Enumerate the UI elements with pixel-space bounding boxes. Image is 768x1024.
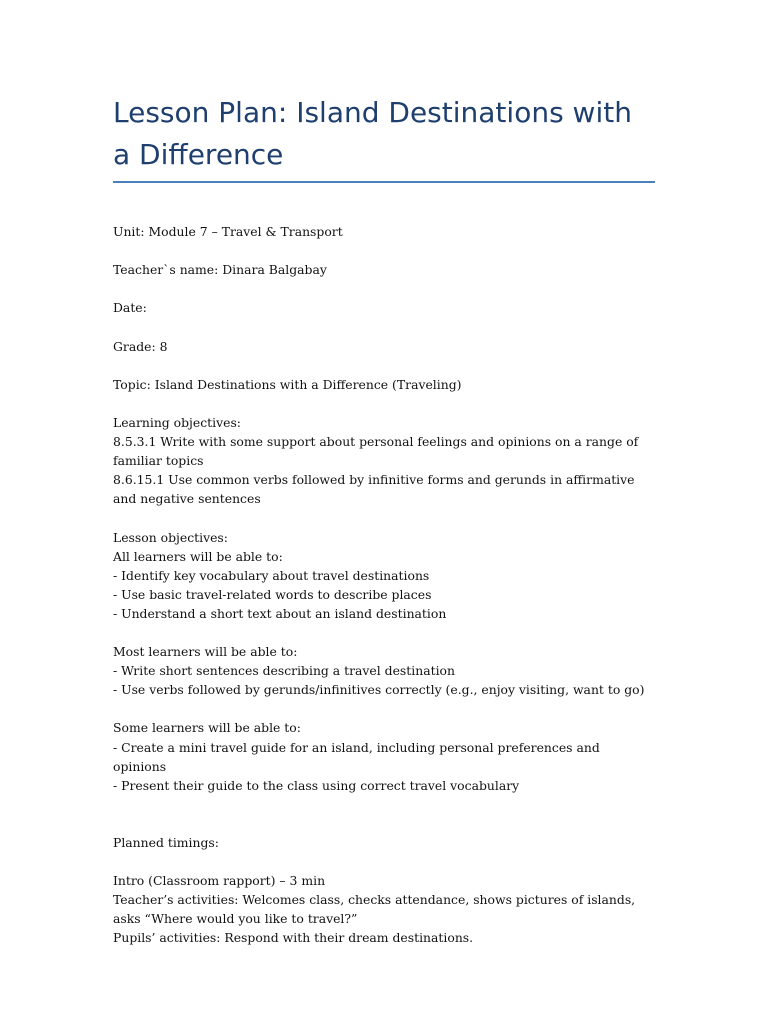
planned-timings-heading: Planned timings: <box>113 835 219 850</box>
learning-objective-item: 8.6.15.1 Use common verbs followed by infinitive forms and gerunds in affirmative and negative sentences <box>113 472 635 507</box>
all-learners-heading: All learners will be able to: <box>113 548 283 564</box>
most-learners-heading: Most learners will be able to: <box>113 644 298 660</box>
document-page <box>113 92 655 948</box>
learning-objective-item: 8.5.3.1 Write with some support about personal feelings and opinions on a range of familiar topics <box>113 434 639 469</box>
most-learners-item: - Use verbs followed by gerunds/infinitives correctly (e.g., enjoy visiting, want to go) <box>113 682 645 698</box>
most-learners-item: - Write short sentences describing a travel destination <box>113 663 455 679</box>
lesson-objectives-heading: Lesson objectives: <box>113 529 228 545</box>
grade-line: Grade: 8 <box>113 338 168 354</box>
learning-objectives-heading: Learning objectives: <box>113 414 241 430</box>
some-learners-item: - Present their guide to the class using correct travel vocabulary <box>113 777 520 793</box>
pupils-activities-line: Pupils’ activities: Respond with their dream destinations. <box>113 930 474 946</box>
some-learners-item: - Create a mini travel guide for an island, including personal preferences and opinions <box>113 739 600 774</box>
all-learners-item: - Use basic travel-related words to describe places <box>113 586 432 602</box>
teacher-activities-line: Teacher’s activities: Welcomes class, checks attendance, shows pictures of islands, asks “Where would you like to travel?” <box>113 892 636 927</box>
some-learners-heading: Some learners will be able to: <box>113 720 301 736</box>
document-body <box>113 222 655 948</box>
intro-line: Intro (Classroom rapport) – 3 min <box>113 873 326 889</box>
date-line: Date: <box>113 300 147 316</box>
unit-line: Unit: Module 7 – Travel & Transport <box>113 224 343 239</box>
teacher-line: Teacher`s name: Dinara Balgabay <box>113 262 327 278</box>
all-learners-item: - Understand a short text about an island destination <box>113 605 447 621</box>
topic-line: Topic: Island Destinations with a Difference (Traveling) <box>113 376 462 392</box>
all-learners-item: - Identify key vocabulary about travel destinations <box>113 567 430 583</box>
page-title: Lesson Plan: Island Destinations with a Difference <box>113 92 655 183</box>
